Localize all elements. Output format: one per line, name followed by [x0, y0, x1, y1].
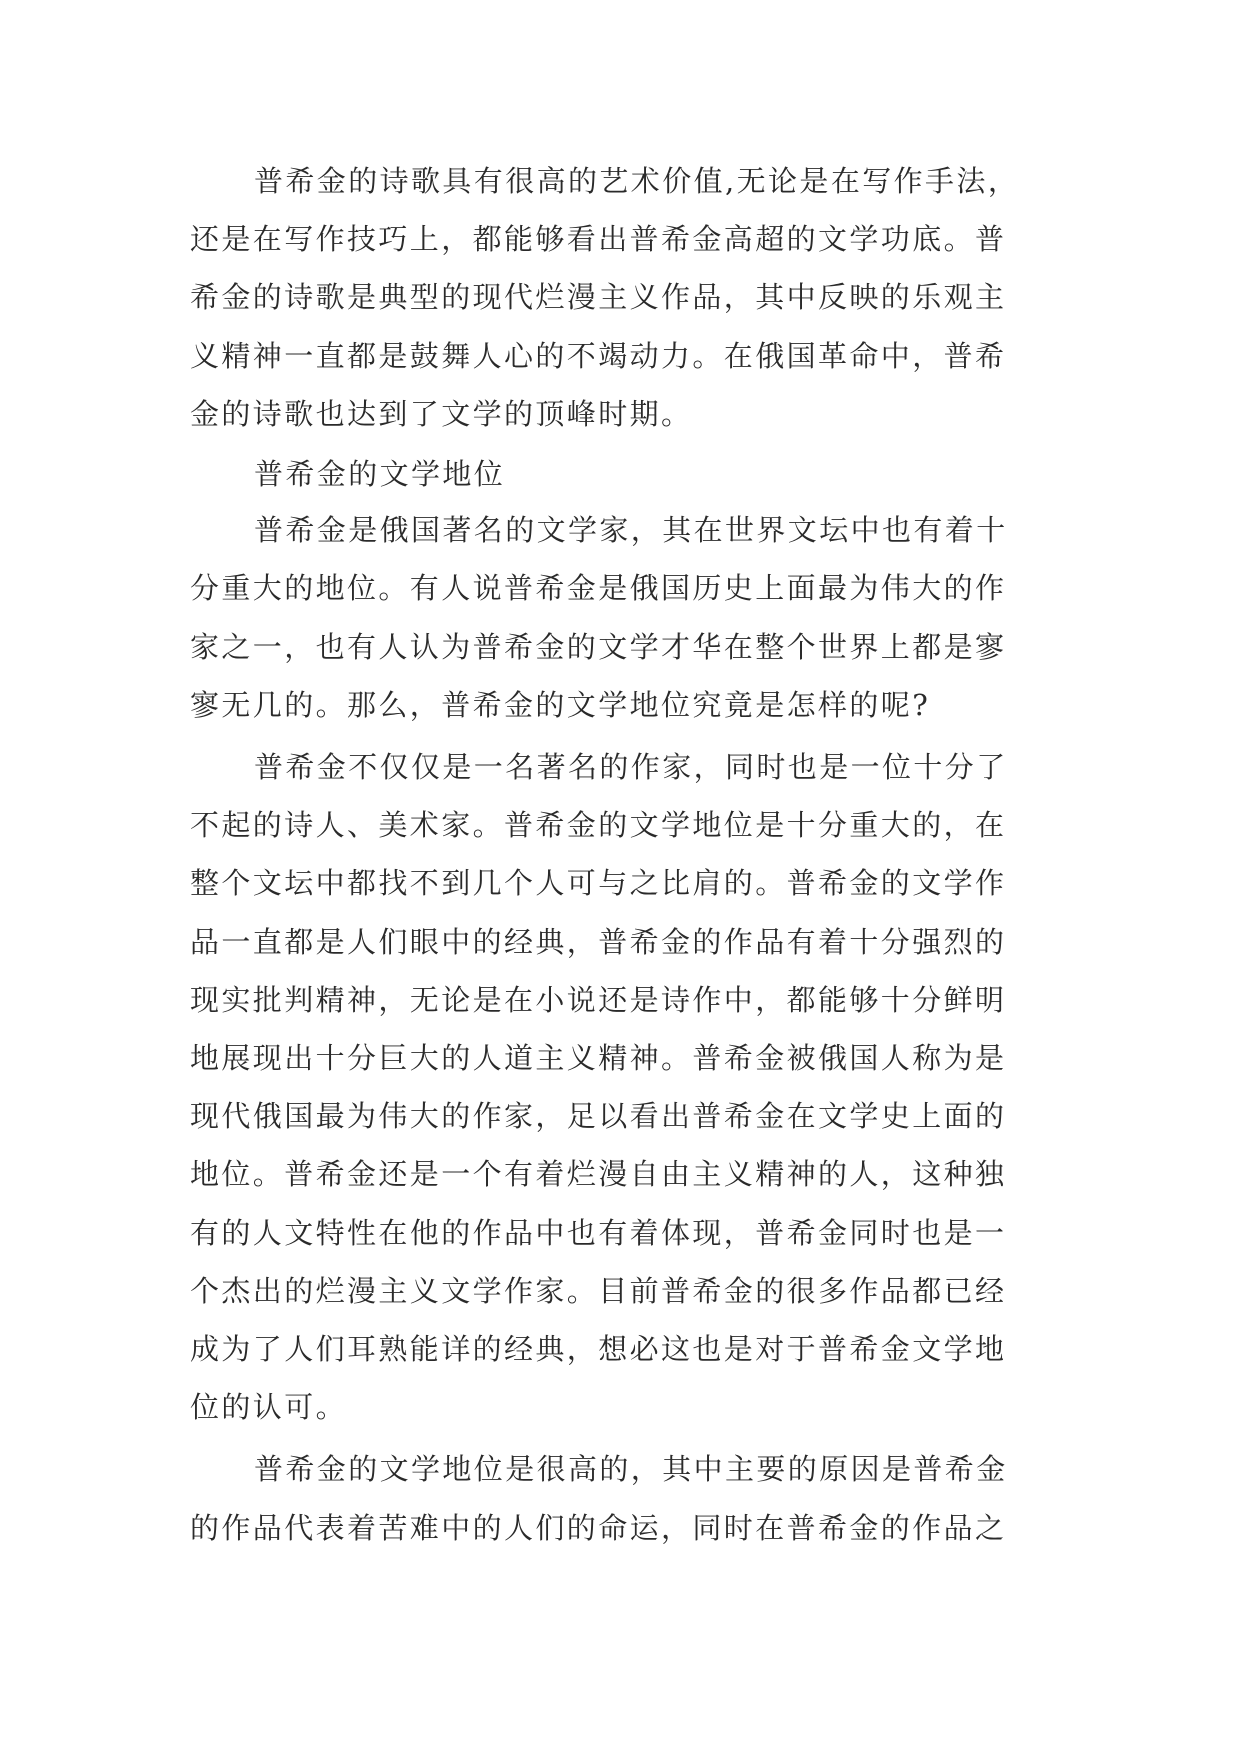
- text-line: 个杰出的烂漫主义文学作家。目前普希金的很多作品都已经: [190, 1273, 1007, 1308]
- paragraph-literary-status-intro: [190, 501, 1050, 734]
- paragraph-status-reason: [190, 1440, 1050, 1556]
- text-line: 成为了人们耳熟能详的经典，想必这也是对于普希金文学地: [190, 1332, 1007, 1367]
- text-line: 普希金是俄国著名的文学家，其在世界文坛中也有着十: [254, 513, 1008, 548]
- text-line: 现实批判精神，无论是在小说还是诗作中，都能够十分鲜明: [190, 982, 1007, 1017]
- text-line: 普希金的文学地位是很高的，其中主要的原因是普希金: [254, 1452, 1008, 1487]
- text-line: 品一直都是人们眼中的经典，普希金的作品有着十分强烈的: [190, 924, 1007, 959]
- section-heading-text: 普希金的文学地位: [254, 457, 506, 492]
- text-line: 位的认可。: [190, 1390, 348, 1425]
- text-line: 家之一，也有人认为普希金的文学才华在整个世界上都是寥: [190, 629, 1007, 664]
- text-line: 普希金的诗歌具有很高的艺术价值,无论是在写作手法，: [254, 164, 1020, 198]
- document-body: [190, 152, 1050, 1557]
- section-heading: [190, 445, 1050, 503]
- text-line: 普希金不仅仅是一名著名的作家，同时也是一位十分了: [254, 750, 1008, 785]
- text-line: 义精神一直都是鼓舞人心的不竭动力。在俄国革命中，普希: [190, 338, 1007, 373]
- text-line: 整个文坛中都找不到几个人可与之比肩的。普希金的文学作: [190, 866, 1007, 901]
- text-line: 地位。普希金还是一个有着烂漫自由主义精神的人，这种独: [190, 1157, 1007, 1192]
- text-line: 还是在写作技巧上，都能够看出普希金高超的文学功底。普: [190, 222, 1007, 257]
- paragraph-writer-poet-artist: [190, 738, 1050, 1436]
- text-line: 不起的诗人、美术家。普希金的文学地位是十分重大的，在: [190, 808, 1007, 843]
- text-line: 寥无几的。那么，普希金的文学地位究竟是怎样的呢?: [190, 687, 931, 722]
- text-line: 希金的诗歌是典型的现代烂漫主义作品，其中反映的乐观主: [190, 280, 1007, 315]
- paragraph-poetry-value: [190, 152, 1050, 443]
- text-line: 的作品代表着苦难中的人们的命运，同时在普希金的作品之: [190, 1510, 1007, 1545]
- text-line: 金的诗歌也达到了文学的顶峰时期。: [190, 396, 693, 431]
- text-line: 分重大的地位。有人说普希金是俄国历史上面最为伟大的作: [190, 571, 1007, 606]
- text-line: 有的人文特性在他的作品中也有着体现，普希金同时也是一: [190, 1215, 1007, 1250]
- text-line: 现代俄国最为伟大的作家，足以看出普希金在文学史上面的: [190, 1099, 1007, 1134]
- text-line: 地展现出十分巨大的人道主义精神。普希金被俄国人称为是: [190, 1041, 1007, 1076]
